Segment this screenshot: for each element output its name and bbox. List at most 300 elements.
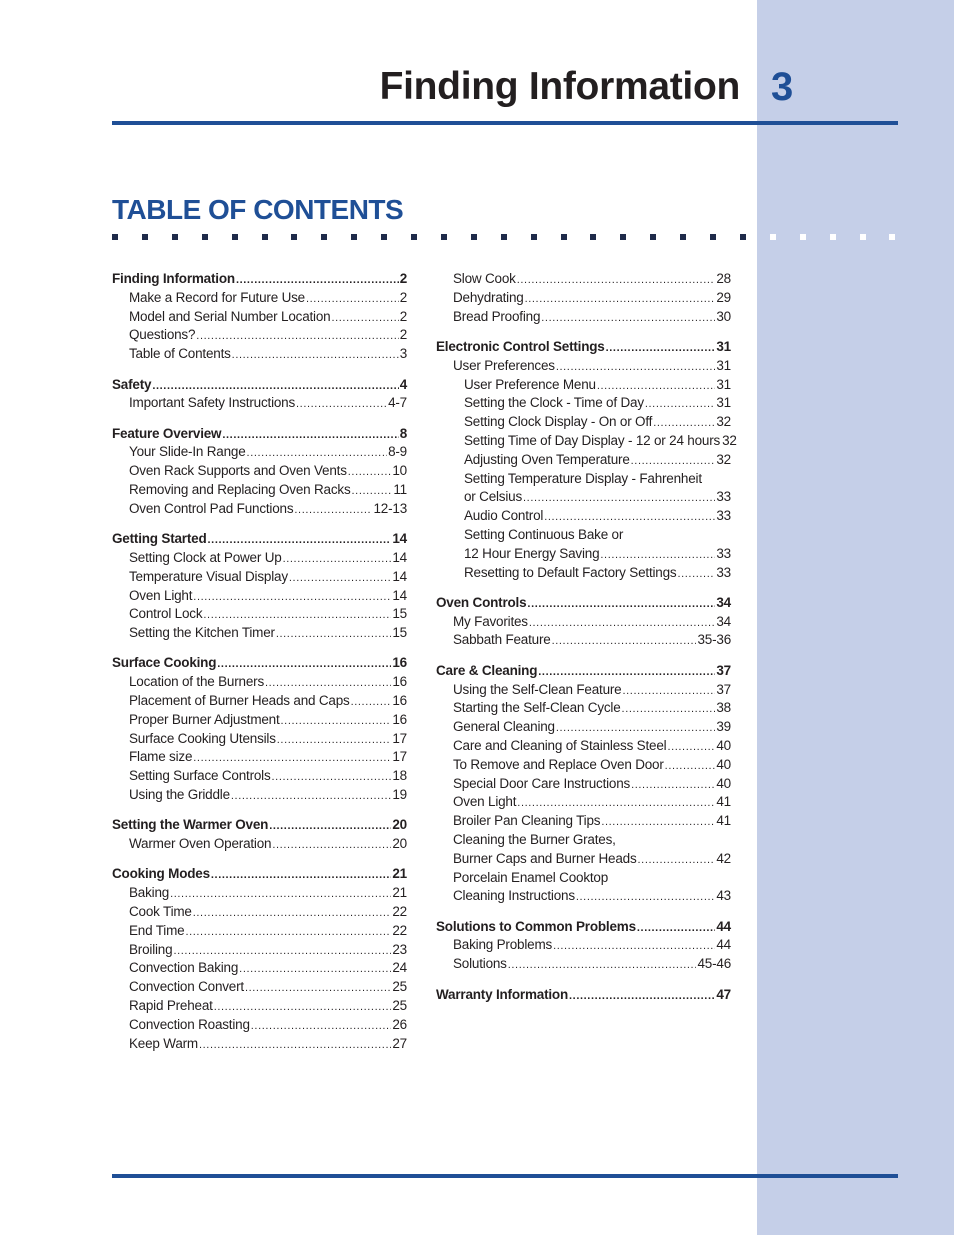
decorative-dot	[590, 234, 596, 240]
dot-leader	[667, 738, 715, 756]
toc-entry-title: Care & Cleaning	[436, 662, 538, 678]
decorative-dot	[561, 234, 567, 240]
toc-section-entry[interactable]	[112, 376, 407, 394]
dot-leader	[208, 531, 392, 549]
toc-page-number: 45-46	[697, 956, 731, 972]
toc-entry[interactable]	[129, 922, 407, 940]
dot-leader	[245, 979, 391, 997]
toc-entry-title: Setting Clock at Power Up	[129, 549, 282, 565]
toc-entry-title: Feature Overview	[112, 425, 222, 441]
toc-entry-title: Oven Controls	[436, 594, 527, 610]
toc-entry[interactable]	[453, 936, 731, 954]
decorative-dot	[740, 234, 746, 240]
toc-entry-title: Cleaning the Burner Grates,	[453, 831, 616, 847]
decorative-dot	[680, 234, 686, 240]
dot-leader	[556, 719, 716, 737]
toc-page-number: 40	[716, 756, 731, 772]
toc-entry[interactable]	[464, 564, 731, 582]
toc-entry[interactable]	[453, 869, 731, 887]
toc-page-number: 18	[392, 768, 407, 784]
toc-entry[interactable]	[129, 1016, 407, 1034]
toc-page-number: 41	[716, 794, 731, 810]
toc-entry-title: Setting the Kitchen Timer	[129, 625, 275, 641]
toc-page-number: 31	[716, 395, 731, 411]
toc-section-entry[interactable]	[112, 654, 407, 672]
toc-page-number: 43	[716, 888, 731, 904]
decorative-dot	[889, 234, 895, 240]
dot-leader	[217, 655, 391, 673]
dot-leader	[351, 693, 392, 711]
toc-entry[interactable]	[129, 345, 407, 363]
toc-page-number: 34	[716, 594, 731, 610]
toc-entry-title: Special Door Care Instructions	[453, 775, 631, 791]
toc-entry[interactable]	[129, 730, 407, 748]
dot-leader	[541, 309, 715, 327]
toc-entry[interactable]	[129, 767, 407, 785]
toc-entry-title: Keep Warm	[129, 1035, 198, 1051]
dot-leader	[152, 377, 398, 395]
decorative-dot	[411, 234, 417, 240]
dot-leader	[196, 327, 398, 345]
toc-page-number: 29	[716, 289, 731, 305]
dot-leader	[265, 674, 391, 692]
decorative-dot	[142, 234, 148, 240]
decorative-dot	[501, 234, 507, 240]
toc-entry[interactable]	[453, 793, 731, 811]
toc-entry-title: Porcelain Enamel Cooktop	[453, 869, 609, 885]
toc-entry[interactable]	[129, 997, 407, 1015]
dot-leader	[677, 565, 715, 583]
toc-page-number: 27	[392, 1035, 407, 1051]
page-title: Finding Information	[379, 65, 740, 108]
dot-leader	[569, 987, 715, 1005]
toc-entry[interactable]	[453, 308, 731, 326]
toc-page-number: 32	[716, 414, 731, 430]
toc-page-number: 32	[722, 432, 737, 448]
toc-entry[interactable]	[464, 413, 731, 431]
toc-entry-title: Rapid Preheat	[129, 998, 213, 1013]
toc-entry-title: Using the Self-Clean Feature	[453, 681, 622, 697]
toc-page-number: 20	[392, 817, 407, 833]
dot-leader	[331, 309, 398, 327]
decorative-dot	[860, 234, 866, 240]
decorative-dot	[710, 234, 716, 240]
dot-leader	[525, 290, 716, 308]
dot-leader	[597, 377, 716, 395]
toc-entry[interactable]	[464, 376, 731, 394]
toc-page-number: 2	[399, 271, 407, 286]
toc-entry-title: Audio Control	[464, 508, 544, 524]
dot-leader	[622, 700, 716, 718]
dot-leader	[544, 508, 715, 526]
toc-section-entry[interactable]	[112, 865, 407, 883]
toc-page-number: 37	[716, 681, 731, 697]
header-divider	[112, 121, 898, 125]
toc-entry[interactable]	[129, 692, 407, 710]
toc-page-number: 47	[716, 986, 731, 1002]
toc-entry[interactable]	[453, 887, 731, 905]
toc-entry[interactable]	[464, 545, 731, 563]
toc-page-number: 21	[392, 885, 407, 901]
toc-entry-title: User Preference Menu	[464, 376, 596, 392]
toc-page-number: 34	[716, 613, 731, 629]
toc-page-number: 2	[399, 327, 407, 343]
toc-page-number: 11	[393, 482, 407, 497]
toc-entry-title: Using the Griddle	[129, 787, 230, 802]
toc-page-number: 17	[392, 730, 407, 746]
toc-entry-title: Cleaning Instructions	[453, 888, 575, 904]
dot-leader	[553, 937, 715, 955]
decorative-dot	[620, 234, 626, 240]
dot-leader	[529, 614, 716, 632]
toc-entry-title: Setting Surface Controls	[129, 768, 271, 784]
toc-entry[interactable]	[129, 289, 407, 307]
toc-entry-title: Convection Roasting	[129, 1016, 250, 1032]
decorative-dot	[770, 234, 776, 240]
toc-entry-title: Finding Information	[112, 271, 235, 286]
toc-entry-title: Temperature Visual Display	[129, 568, 288, 584]
toc-entry[interactable]	[464, 526, 731, 544]
toc-entry[interactable]	[453, 775, 731, 793]
toc-entry-title: Warmer Oven Operation	[129, 836, 272, 852]
toc-entry-title: Flame size	[129, 749, 193, 765]
toc-page-number: 10	[392, 463, 407, 479]
toc-page-number: 44	[716, 918, 731, 934]
toc-entry-title: Electronic Control Settings	[436, 338, 605, 354]
toc-entry-title: User Preferences	[453, 357, 555, 373]
toc-entry-title: Setting Clock Display - On or Off	[464, 414, 653, 430]
toc-page-number: 31	[716, 357, 731, 373]
toc-entry[interactable]	[129, 443, 407, 461]
toc-section-entry[interactable]	[436, 918, 731, 936]
decorative-dot	[531, 234, 537, 240]
dot-leader	[638, 851, 716, 869]
toc-entry-title: Getting Started	[112, 531, 207, 547]
toc-entry-title: Location of the Burners	[129, 674, 264, 690]
toc-page-number: 26	[392, 1016, 407, 1032]
toc-entry[interactable]	[453, 831, 731, 849]
toc-entry-title: Surface Cooking	[112, 655, 217, 671]
dot-leader	[193, 588, 391, 606]
toc-page-number: 8-9	[388, 444, 407, 460]
toc-entry[interactable]	[129, 835, 407, 853]
dot-leader	[199, 1036, 391, 1054]
toc-entry-title: Solutions	[453, 956, 507, 972]
dot-leader	[538, 663, 715, 681]
toc-entry-title: Cook Time	[129, 904, 192, 919]
toc-entry[interactable]	[453, 737, 731, 755]
toc-entry-title: Solutions to Common Problems	[436, 918, 636, 934]
toc-page-number: 40	[716, 737, 731, 753]
side-color-band	[757, 0, 954, 1235]
toc-entry-title: Proper Burner Adjustment	[129, 711, 280, 727]
toc-entry-title: Important Safety Instructions	[129, 395, 296, 411]
dot-leader	[631, 776, 715, 794]
toc-entry-title: Broiling	[129, 941, 173, 957]
toc-section-entry[interactable]	[436, 338, 731, 356]
toc-page-number: 17	[392, 749, 407, 765]
toc-entry-title: 12 Hour Energy Saving	[464, 545, 600, 561]
toc-page-number: 24	[392, 960, 407, 976]
dot-leader	[296, 395, 387, 413]
toc-page-number: 28	[716, 271, 731, 286]
toc-entry-title: Setting the Clock - Time of Day	[464, 395, 644, 411]
toc-entry-title: Oven Light	[453, 794, 517, 810]
toc-entry[interactable]	[129, 624, 407, 642]
dot-leader	[637, 919, 715, 937]
toc-entry-title: My Favorites	[453, 613, 528, 629]
toc-entry[interactable]	[129, 1035, 407, 1053]
dot-leader	[289, 569, 391, 587]
dot-leader	[193, 904, 392, 922]
toc-entry[interactable]	[129, 587, 407, 605]
toc-page-number: 31	[716, 376, 731, 392]
decorative-dot	[471, 234, 477, 240]
toc-entry-title: Table of Contents	[129, 346, 231, 362]
toc-page-number: 41	[716, 813, 731, 829]
toc-section-entry[interactable]	[112, 270, 407, 288]
toc-entry[interactable]	[129, 500, 407, 518]
toc-entry-title: Baking Problems	[453, 937, 553, 953]
toc-page-number: 30	[716, 308, 731, 324]
toc-entry[interactable]	[464, 451, 731, 469]
dot-leader	[352, 482, 393, 500]
toc-entry-title: Safety	[112, 376, 152, 392]
toc-page-number: 2	[399, 289, 407, 305]
toc-entry-title: Convection Baking	[129, 960, 239, 976]
toc-entry-title: Cooking Modes	[112, 866, 210, 882]
decorative-dot	[112, 234, 118, 240]
dot-leader	[294, 501, 372, 519]
toc-entry[interactable]	[129, 903, 407, 921]
toc-page-number: 12-13	[373, 500, 407, 516]
toc-entry[interactable]	[453, 681, 731, 699]
toc-page-number: 25	[392, 998, 407, 1013]
dot-leader	[277, 731, 392, 749]
toc-entry[interactable]	[453, 756, 731, 774]
dot-leader	[231, 787, 391, 805]
toc-entry-title: Resetting to Default Factory Settings	[464, 564, 677, 580]
decorative-dot	[830, 234, 836, 240]
dot-leader	[276, 625, 392, 643]
toc-page-number: 15	[392, 625, 407, 641]
toc-entry[interactable]	[129, 481, 407, 499]
toc-entry-title: Your Slide-In Range	[129, 444, 246, 460]
toc-page-number: 33	[716, 489, 731, 505]
toc-entry[interactable]	[129, 941, 407, 959]
toc-entry[interactable]	[453, 812, 731, 830]
toc-entry-title: Bread Proofing	[453, 308, 541, 324]
toc-entry[interactable]	[464, 394, 731, 412]
toc-entry[interactable]	[129, 959, 407, 977]
dot-leader	[606, 339, 716, 357]
toc-page-number: 38	[716, 700, 731, 716]
dot-leader	[214, 998, 392, 1016]
toc-entry[interactable]	[453, 289, 731, 307]
toc-page-number: 14	[392, 568, 407, 584]
dot-leader	[552, 632, 697, 650]
toc-entry[interactable]	[453, 613, 731, 631]
toc-page-number: 19	[392, 787, 407, 802]
toc-section-entry[interactable]	[112, 816, 407, 834]
toc-entry[interactable]	[453, 699, 731, 717]
toc-entry[interactable]	[129, 748, 407, 766]
toc-entry[interactable]	[129, 394, 407, 412]
dot-leader	[281, 712, 392, 730]
toc-entry-title: Convection Convert	[129, 979, 244, 995]
toc-entry[interactable]	[129, 605, 407, 623]
toc-entry[interactable]	[464, 488, 731, 506]
dot-leader	[239, 960, 391, 978]
dot-leader	[232, 346, 399, 364]
toc-section-entry[interactable]	[112, 530, 407, 548]
toc-entry[interactable]	[453, 270, 731, 288]
dot-leader	[645, 395, 716, 413]
decorative-dot	[351, 234, 357, 240]
toc-entry-title: General Cleaning	[453, 719, 555, 735]
decorative-dot	[381, 234, 387, 240]
toc-page-number: 33	[716, 545, 731, 561]
dot-leader	[601, 813, 715, 831]
toc-page-number: 14	[392, 549, 407, 565]
toc-page-number: 23	[392, 941, 407, 957]
toc-entry-title: Dehydrating	[453, 289, 524, 305]
toc-page-number: 39	[716, 719, 731, 735]
toc-entry[interactable]	[129, 711, 407, 729]
dot-leader	[348, 463, 392, 481]
toc-page-number: 33	[716, 564, 731, 580]
toc-entry-title: Slow Cook	[453, 271, 516, 286]
toc-entry-title: Make a Record for Future Use	[129, 289, 305, 305]
toc-entry-title: Broiler Pan Cleaning Tips	[453, 813, 601, 829]
toc-entry-title: To Remove and Replace Oven Door	[453, 756, 664, 772]
toc-entry-title: Setting the Warmer Oven	[112, 817, 269, 833]
toc-section-entry[interactable]	[436, 986, 731, 1004]
dot-leader	[193, 749, 391, 767]
toc-page-number: 4-7	[388, 395, 407, 411]
dot-leader	[251, 1017, 392, 1035]
toc-entry[interactable]	[129, 978, 407, 996]
decorative-dot	[441, 234, 447, 240]
toc-entry[interactable]	[464, 507, 731, 525]
toc-entry-title: Model and Serial Number Location	[129, 308, 331, 324]
decorative-dot	[172, 234, 178, 240]
toc-page-number: 4	[399, 376, 407, 392]
toc-entry[interactable]	[453, 631, 731, 649]
toc-entry-title: Setting Continuous Bake or	[464, 526, 624, 542]
dot-leader	[556, 358, 716, 376]
toc-entry-title: Warranty Information	[436, 986, 569, 1002]
dot-leader	[600, 546, 715, 564]
toc-entry-title: Starting the Self-Clean Cycle	[453, 700, 621, 716]
toc-entry-title: Oven Rack Supports and Oven Vents	[129, 463, 347, 479]
toc-entry-title: Adjusting Oven Temperature	[464, 451, 630, 467]
toc-entry[interactable]	[129, 326, 407, 344]
toc-entry-title: Care and Cleaning of Stainless Steel	[453, 737, 667, 753]
decorative-dot-row	[112, 234, 902, 242]
toc-section-entry[interactable]	[112, 425, 407, 443]
toc-page-number: 15	[392, 606, 407, 622]
toc-page-number: 21	[392, 866, 407, 882]
toc-entry-title: Control Lock	[129, 606, 203, 622]
toc-entry[interactable]	[129, 549, 407, 567]
dot-leader	[665, 757, 716, 775]
decorative-dot	[291, 234, 297, 240]
toc-entry-title: Setting Temperature Display - Fahrenheit	[464, 470, 702, 486]
dot-leader	[269, 817, 391, 835]
dot-leader	[211, 866, 391, 884]
toc-page-number: 14	[392, 531, 407, 547]
toc-entry[interactable]	[129, 786, 407, 804]
toc-entry-title: Surface Cooking Utensils	[129, 730, 276, 746]
toc-section-entry[interactable]	[436, 594, 731, 612]
dot-leader	[247, 444, 388, 462]
toc-page-number: 20	[392, 836, 407, 852]
toc-entry-title: Placement of Burner Heads and Caps	[129, 693, 350, 708]
toc-page-number: 16	[392, 711, 407, 727]
toc-page-number: 35-36	[697, 632, 731, 648]
toc-entry[interactable]	[453, 955, 731, 973]
toc-entry-title: Sabbath Feature	[453, 632, 551, 648]
toc-entry-title: Baking	[129, 885, 170, 901]
toc-entry-title: Questions?	[129, 327, 196, 343]
page-number: 3	[771, 65, 794, 109]
toc-entry[interactable]	[453, 718, 731, 736]
decorative-dot	[800, 234, 806, 240]
toc-page-number: 22	[392, 922, 407, 938]
toc-page-number: 44	[716, 937, 731, 953]
toc-entry-title: Oven Control Pad Functions	[129, 500, 294, 516]
toc-entry[interactable]	[453, 357, 731, 375]
toc-page-number: 16	[392, 693, 407, 708]
dot-leader	[623, 682, 716, 700]
toc-page-number: 32	[716, 451, 731, 467]
toc-entry-title: Setting Time of Day Display - 12 or 24 hours	[464, 432, 721, 448]
toc-page-number: 16	[392, 674, 407, 690]
toc-entry[interactable]	[129, 308, 407, 326]
dot-leader	[272, 836, 391, 854]
toc-entry-title: Burner Caps and Burner Heads	[453, 850, 637, 866]
toc-page-number: 3	[399, 346, 407, 362]
decorative-dot	[232, 234, 238, 240]
toc-entry[interactable]	[129, 673, 407, 691]
toc-entry[interactable]	[129, 884, 407, 902]
dot-leader	[576, 888, 716, 906]
toc-entry[interactable]	[129, 462, 407, 480]
dot-leader	[517, 271, 716, 289]
toc-page-number: 16	[392, 655, 407, 671]
dot-leader	[185, 923, 391, 941]
decorative-dot	[321, 234, 327, 240]
dot-leader	[306, 290, 399, 308]
dot-leader	[527, 595, 715, 613]
toc-page-number: 25	[392, 979, 407, 995]
dot-leader	[523, 489, 715, 507]
toc-entry[interactable]	[464, 432, 737, 450]
toc-entry[interactable]	[129, 568, 407, 586]
toc-page-number: 8	[399, 425, 407, 441]
toc-entry[interactable]	[464, 470, 731, 488]
toc-entry[interactable]	[453, 850, 731, 868]
dot-leader	[173, 942, 391, 960]
toc-section-entry[interactable]	[436, 662, 731, 680]
toc-entry-title: End Time	[129, 922, 185, 938]
toc-page-number: 14	[392, 587, 407, 603]
dot-leader	[631, 452, 716, 470]
decorative-dot	[202, 234, 208, 240]
toc-page-number: 22	[392, 904, 407, 919]
toc-entry-title: Removing and Replacing Oven Racks	[129, 482, 351, 497]
